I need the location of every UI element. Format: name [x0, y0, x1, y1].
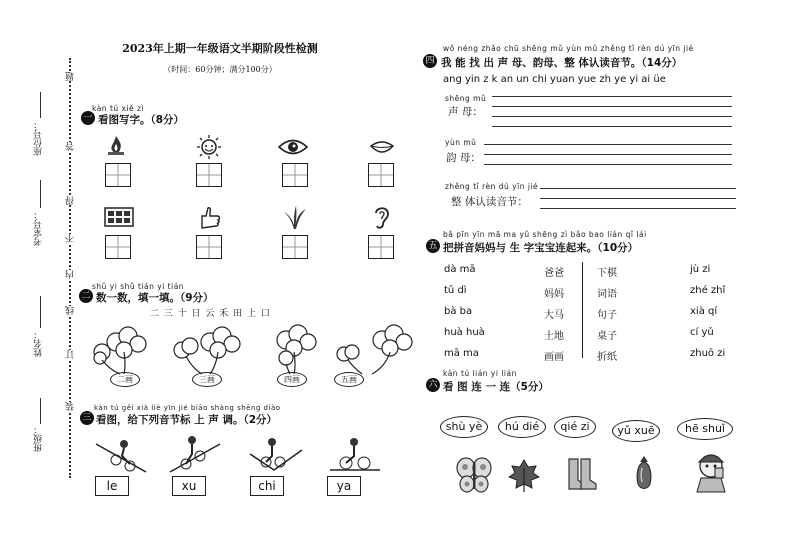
word-oval[interactable]: qié zi: [554, 416, 596, 438]
pinyin-item[interactable]: huà huà: [444, 327, 485, 338]
s2-characters: 二 三 十 日 云 禾 田 上 口: [150, 309, 271, 319]
word-item[interactable]: 桌子: [597, 331, 617, 342]
pinyin-column-left: [444, 264, 485, 369]
answer-line[interactable]: [492, 116, 732, 117]
stroke-count-label[interactable]: 二画: [110, 372, 140, 387]
stroke-count-label[interactable]: 三画: [192, 372, 222, 387]
seal-char: 得: [66, 196, 76, 205]
writing-grid[interactable]: [368, 163, 394, 187]
writing-grid[interactable]: [282, 163, 308, 187]
writing-grid[interactable]: [282, 235, 308, 259]
s6-heading: 看 图 连 一 连（5分）: [443, 381, 549, 393]
word-column-right: [597, 264, 617, 369]
syllable-box[interactable]: chi: [250, 476, 284, 496]
s1-heading: 看图写字。（8分）: [98, 114, 185, 126]
word-item[interactable]: 土地: [544, 331, 564, 342]
answer-line[interactable]: [492, 126, 732, 127]
seal-char: 装: [66, 402, 76, 411]
syllable-box[interactable]: xu: [172, 476, 206, 496]
name-label: 姓名：: [34, 330, 44, 357]
word-item[interactable]: 折纸: [597, 352, 617, 363]
s4-row-label: 声 母：: [448, 106, 483, 118]
s2-pinyin: shǔ yi shǔ tián yi tián: [92, 282, 185, 291]
s4-row-label: 韵 母：: [446, 152, 481, 164]
writing-grid[interactable]: [368, 235, 394, 259]
seal-char: 内: [66, 270, 76, 279]
word-oval[interactable]: yǔ xuē: [612, 420, 660, 442]
answer-line[interactable]: [540, 188, 736, 189]
answer-line[interactable]: [484, 154, 732, 155]
answer-line[interactable]: [492, 106, 732, 107]
answer-line[interactable]: [492, 96, 732, 97]
pinyin-column-right: [690, 264, 725, 369]
pinyin-item[interactable]: jù zi: [690, 264, 711, 275]
s4-number: 四: [423, 54, 437, 68]
pinyin-item[interactable]: tǔ dì: [444, 285, 467, 296]
s4-letters: ang yin z k an un chi yuan yue zh ye yi ai üe: [443, 74, 666, 85]
s4-row-pinyin: shēng mǔ: [445, 94, 487, 103]
writing-grid[interactable]: [105, 163, 131, 187]
pinyin-item[interactable]: cí yǔ: [690, 327, 714, 338]
drinking-boy-icon: [693, 450, 733, 494]
cyclist-valley-icon: [248, 434, 304, 474]
stroke-count-label[interactable]: 五画: [334, 372, 364, 387]
seal-char: 不: [66, 234, 76, 243]
s3-number: 三: [80, 411, 94, 425]
s6-number: 六: [426, 378, 440, 392]
seal-char: 答: [66, 142, 76, 151]
word-item[interactable]: 词语: [597, 289, 617, 300]
pinyin-item[interactable]: bà ba: [444, 306, 473, 317]
writing-grid[interactable]: [196, 163, 222, 187]
word-item[interactable]: 妈妈: [544, 289, 564, 300]
s4-heading: 我 能 找 出 声 母、韵母、整 体认读音节。（14分）: [441, 57, 683, 69]
s1-number: 一: [81, 111, 95, 125]
class-label: 班级：: [34, 425, 44, 452]
pinyin-item[interactable]: dà mā: [444, 264, 476, 275]
s4-pinyin: wǒ néng zhǎo chū shēng mǔ yùn mǔ zhěng tǐ rèn dú yīn jié: [443, 44, 694, 53]
grass-icon: [282, 204, 308, 230]
butterfly-icon: [455, 455, 493, 495]
ear-icon: [372, 204, 392, 230]
answer-line[interactable]: [540, 208, 736, 209]
word-item[interactable]: 爸爸: [544, 268, 564, 279]
writing-grid[interactable]: [105, 235, 131, 259]
word-item[interactable]: 句子: [597, 310, 617, 321]
class-field[interactable]: [40, 398, 41, 424]
s1-pinyin: kàn tú xiě zì: [92, 104, 145, 113]
word-item[interactable]: 下棋: [597, 268, 617, 279]
s4-row-pinyin: yùn mǔ: [445, 138, 477, 147]
seal-char: 订: [66, 350, 76, 359]
fire-icon: [104, 134, 128, 158]
page-title: 2023年上期一年级语文半期阶段性检测: [122, 42, 318, 55]
s2-number: 二: [79, 289, 93, 303]
eggplant-icon: [634, 452, 654, 492]
syllable-box[interactable]: le: [95, 476, 129, 496]
room-number-field[interactable]: [40, 180, 41, 208]
writing-grid[interactable]: [196, 235, 222, 259]
cyclist-downhill-icon: [94, 434, 150, 474]
word-column-mid: [544, 264, 564, 369]
boots-icon: [566, 456, 598, 492]
word-item[interactable]: 大马: [544, 310, 564, 321]
answer-line[interactable]: [540, 198, 736, 199]
word-oval[interactable]: hē shuǐ: [677, 418, 733, 440]
cyclist-flat-icon: [326, 434, 382, 474]
s2-heading: 数一数，填一填。（9分）: [96, 292, 214, 304]
pinyin-item[interactable]: zhé zhǐ: [690, 285, 726, 296]
hand-icon: [196, 204, 222, 230]
s5-heading: 把拼音妈妈与 生 字宝宝连起来。（10分）: [443, 242, 639, 254]
leaf-icon: [508, 458, 540, 492]
sun-icon: [196, 134, 222, 160]
room-number-label: 考室号：: [34, 210, 44, 246]
s6-pinyin: kàn tú lián yi lián: [443, 369, 517, 378]
s3-pinyin: kàn tú gěi xià liè yīn jié biāo shàng shēng diào: [94, 404, 281, 412]
word-item[interactable]: 画画: [544, 352, 564, 363]
word-oval[interactable]: shù yè: [440, 416, 488, 438]
page-subtitle: （时间：60分钟；满分100分）: [163, 65, 277, 74]
pinyin-item[interactable]: xià qí: [690, 306, 718, 317]
eye-icon: [278, 138, 308, 156]
word-oval[interactable]: hú dié: [498, 416, 546, 438]
column-divider: [582, 262, 583, 358]
pinyin-item[interactable]: mā ma: [444, 348, 479, 359]
seat-number-field[interactable]: [40, 92, 41, 118]
s5-number: 五: [426, 239, 440, 253]
syllable-box[interactable]: ya: [327, 476, 361, 496]
seal-char: 线: [66, 306, 76, 315]
binding-line: [69, 58, 71, 478]
seal-char: 题: [66, 72, 76, 81]
pinyin-item[interactable]: zhuō zi: [690, 348, 726, 359]
answer-line[interactable]: [484, 164, 732, 165]
stroke-count-label[interactable]: 四画: [277, 372, 307, 387]
answer-line[interactable]: [484, 144, 732, 145]
cyclist-uphill-icon: [166, 434, 222, 474]
s5-pinyin: bǎ pīn yīn mā ma yǔ shēng zì bǎo bao lián qǐ lái: [443, 230, 647, 239]
s3-heading: 看图，给下列音节标 上 声 调。（2分）: [96, 414, 278, 426]
seat-number-label: 座位号：: [34, 120, 44, 156]
book-icon: [104, 206, 134, 228]
s4-row-label: 整 体认读音节：: [451, 196, 528, 208]
name-field[interactable]: [40, 296, 41, 328]
mouth-icon: [370, 140, 394, 156]
s4-row-pinyin: zhěng tǐ rèn dú yīn jié: [445, 182, 539, 191]
